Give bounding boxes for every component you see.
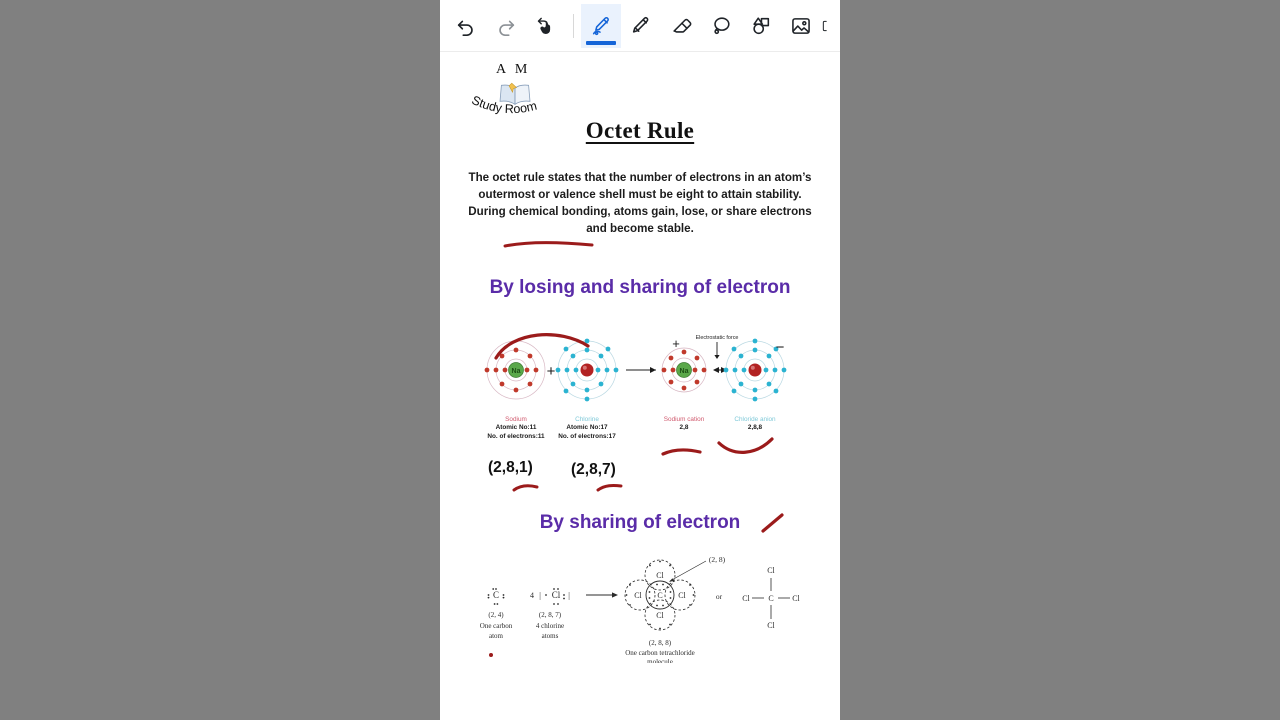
ccl4-callout: (2, 8) xyxy=(708,555,726,564)
lewis-carbon xyxy=(480,588,513,640)
lasso-icon[interactable] xyxy=(701,4,741,48)
svg-text:−: − xyxy=(775,339,785,356)
lewis-chlorine xyxy=(530,588,570,640)
caption-chlorine: Chlorine Atomic No:17 No. of electrons:17 xyxy=(558,416,616,440)
chlorine-config: (2, 8, 7) xyxy=(538,611,562,619)
svg-text:C: C xyxy=(768,594,774,603)
chlorine-caption-1: 4 chlorine xyxy=(535,622,565,630)
text-box-icon[interactable] xyxy=(821,4,835,48)
pen-icon[interactable] xyxy=(581,4,621,48)
ccl4-config: (2, 8, 8) xyxy=(648,639,672,647)
image-icon[interactable] xyxy=(781,4,821,48)
logo-initials: A M xyxy=(496,62,531,77)
ink-dot xyxy=(489,653,493,657)
svg-text:Cl: Cl xyxy=(551,590,561,600)
toolbar-divider xyxy=(573,14,574,38)
logo-curved-label: Study Room xyxy=(469,96,539,117)
caption-sodium: Sodium Atomic No:11 No. of electrons:11 xyxy=(487,416,545,440)
ccl4-structure xyxy=(625,555,726,663)
figure-sodium-chloride xyxy=(470,330,810,440)
drawing-toolbar xyxy=(440,0,840,52)
caption-chloride-anion: Chloride anion 2,8,8 xyxy=(734,416,776,432)
svg-text:Cl: Cl xyxy=(767,621,775,630)
eraser-icon[interactable] xyxy=(661,4,701,48)
logo xyxy=(470,62,562,124)
handwritten-config-sodium: (2,8,1) xyxy=(488,459,533,476)
page-title: Octet Rule xyxy=(585,118,695,143)
svg-text:|: | xyxy=(539,591,541,600)
caption-sodium-cation: Sodium cation 2,8 xyxy=(663,416,705,432)
svg-text:C: C xyxy=(657,591,663,600)
handwritten-config-chlorine: (2,8,7) xyxy=(571,461,616,478)
pencil-icon[interactable] xyxy=(621,4,661,48)
undo-touch-icon[interactable] xyxy=(526,4,566,48)
atom-sodium-cation xyxy=(662,348,707,392)
svg-text:|: | xyxy=(568,591,570,600)
electrostatic-force-label: Electrostatic force xyxy=(695,335,739,341)
svg-text:Cl: Cl xyxy=(634,591,642,600)
shapes-icon[interactable] xyxy=(741,4,781,48)
atom-chlorine xyxy=(556,339,619,402)
svg-text:C: C xyxy=(492,590,500,600)
svg-text:Cl: Cl xyxy=(792,594,800,603)
active-tool-indicator xyxy=(586,41,616,45)
ccl4-structural-formula xyxy=(742,566,800,630)
carbon-config: (2, 4) xyxy=(488,611,504,619)
svg-text:Na: Na xyxy=(679,368,689,375)
svg-text:Cl: Cl xyxy=(656,571,664,580)
carbon-caption-2: atom xyxy=(489,632,503,640)
svg-text:Study Room xyxy=(470,96,539,116)
svg-text:+: + xyxy=(546,363,556,380)
svg-text:Cl: Cl xyxy=(742,594,750,603)
undo-icon[interactable] xyxy=(446,4,486,48)
section-heading-1: By losing and sharing of electron xyxy=(489,277,791,298)
svg-text:4: 4 xyxy=(530,591,534,600)
ccl4-caption-1: One carbon tetrachloride xyxy=(625,649,695,657)
figure-carbon-tetrachloride xyxy=(470,553,810,663)
atom-sodium xyxy=(485,341,545,399)
ccl4-caption-2: molecule xyxy=(647,658,673,663)
svg-text:Na: Na xyxy=(511,368,521,375)
carbon-caption-1: One carbon xyxy=(479,622,513,630)
svg-text:Cl: Cl xyxy=(656,611,664,620)
definition-paragraph: The octet rule states that the number of electrons in an atom’s outermost or valence shell must be eight to attain stability. During chemical bonding, atoms gain, lose, or share electrons and become stable. xyxy=(468,171,812,235)
or-word: or xyxy=(715,592,723,601)
svg-text:Cl: Cl xyxy=(767,566,775,575)
svg-text:+: + xyxy=(672,336,680,351)
chlorine-caption-2: atoms xyxy=(541,632,559,640)
svg-text:Cl: Cl xyxy=(678,591,686,600)
section-heading-2: By sharing of electron xyxy=(539,512,741,533)
redo-icon[interactable] xyxy=(486,4,526,48)
